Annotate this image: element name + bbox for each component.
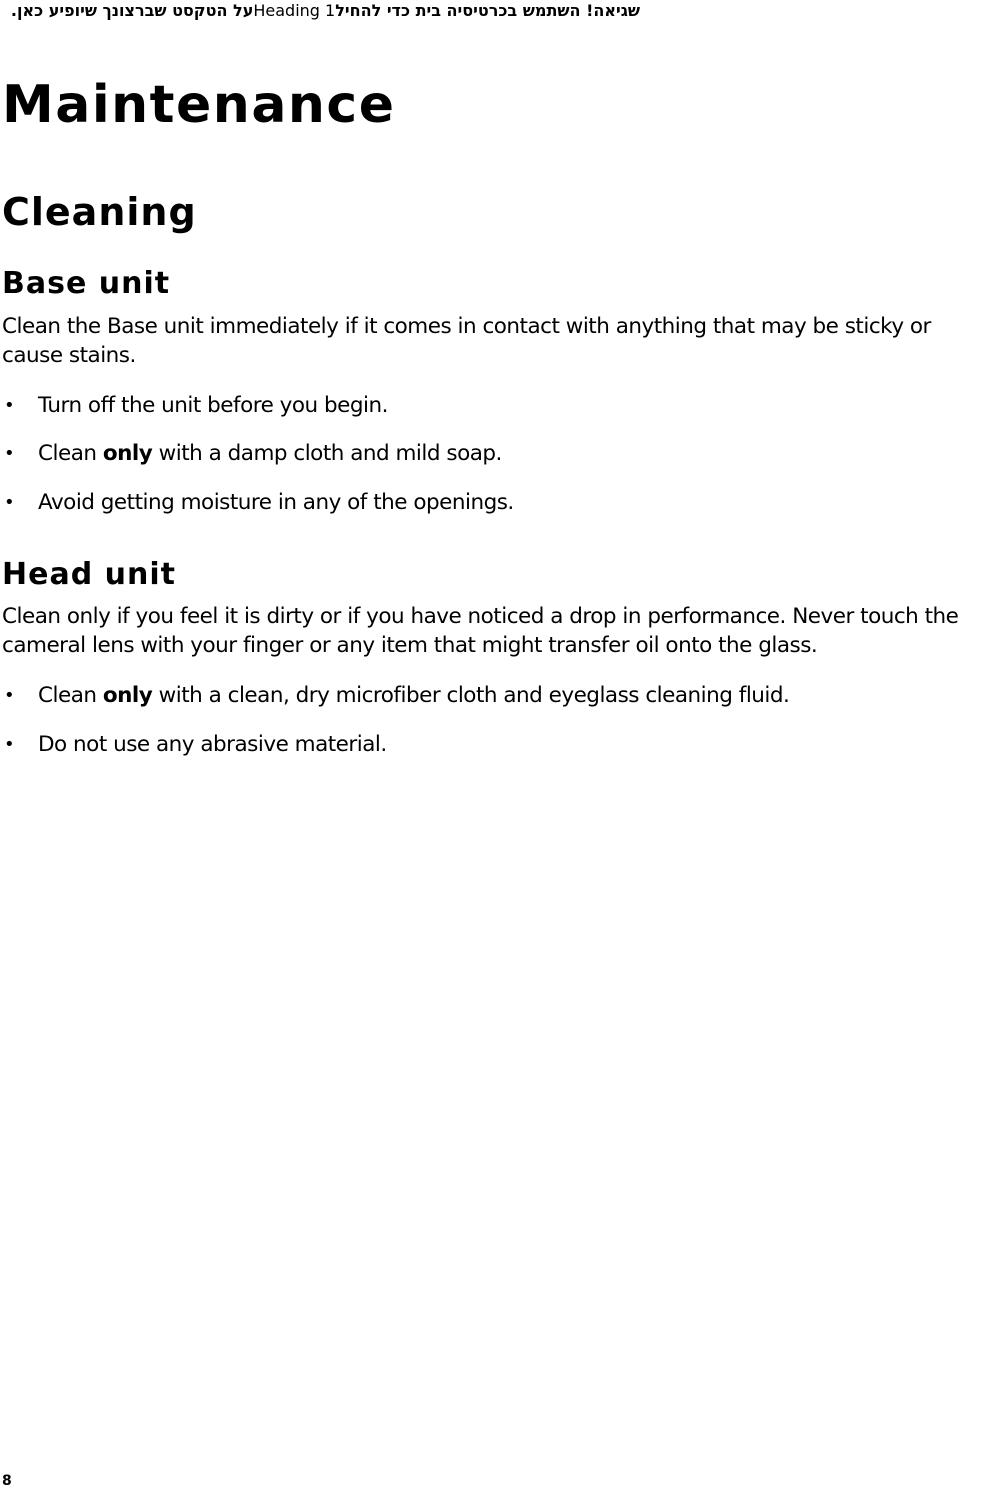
bullet-glyph: • — [4, 492, 15, 513]
header-rtl-suffix: על הטקסט שברצונך שיופיע כאן. — [10, 1, 254, 20]
bullet-text-post: with a clean, dry microfiber cloth and eyeglass cleaning fluid. — [152, 683, 790, 708]
bullet-text: Turn off the unit before you begin. — [38, 393, 388, 418]
page-number: 8 — [2, 1473, 12, 1489]
bullet-text-pre: Clean — [38, 683, 103, 708]
bullet-text-post: with a damp cloth and mild soap. — [152, 441, 502, 466]
bullet-glyph: • — [4, 734, 15, 755]
bullet-glyph: • — [4, 443, 15, 464]
base-unit-intro: Clean the Base unit immediately if it comes in contact with anything that may be sticky or cause stains. — [2, 314, 931, 368]
header-rtl-prefix: שגיאה! השתמש בכרטיסיה בית כדי להחיל — [335, 1, 640, 20]
bullet-glyph: • — [4, 685, 15, 706]
bullet-text: Do not use any abrasive material. — [38, 732, 387, 757]
section-heading-cleaning: Cleaning — [2, 190, 197, 234]
bullet-glyph: • — [4, 395, 15, 416]
bullet-text-bold: only — [102, 441, 153, 466]
subheading-base-unit: Base unit — [2, 266, 171, 301]
page-title: Maintenance — [2, 75, 396, 135]
bullet-text: Avoid getting moisture in any of the openings. — [38, 490, 514, 515]
bullet-text-pre: Clean — [38, 441, 103, 466]
page-header-error-text — [0, 0, 640, 26]
subheading-head-unit: Head unit — [2, 557, 176, 592]
head-unit-intro: Clean only if you feel it is dirty or if you have noticed a drop in performance. Never touch the cameral lens with your finger or any item that might transfer oil onto the glass. — [2, 604, 959, 658]
bullet-text-bold: only — [102, 683, 153, 708]
header-style-name: Heading 1 — [253, 1, 336, 20]
